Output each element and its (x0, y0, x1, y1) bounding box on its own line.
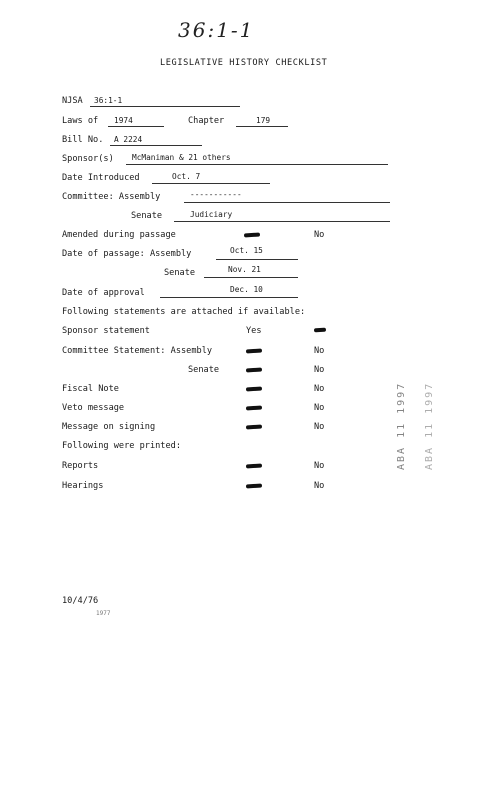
printed-heading: Following were printed: (62, 441, 181, 451)
yes-strikeout (246, 483, 262, 488)
njsa-value: 36:1-1 (94, 96, 123, 105)
sponsors-label: Sponsor(s) (62, 154, 114, 164)
committee-senate-line (174, 221, 390, 222)
sponsors-value: McManiman & 21 others (132, 153, 231, 162)
approval-value: Dec. 10 (230, 285, 263, 294)
bill-label: Bill No. (62, 135, 104, 145)
approval-label: Date of approval (62, 288, 145, 298)
yes-strikeout (246, 367, 262, 372)
passage-senate-line (204, 277, 298, 278)
hearings-no: No (314, 481, 325, 491)
passage-senate-value: Nov. 21 (228, 265, 261, 274)
committee-senate-statement-label: Senate (188, 365, 220, 375)
hearings-label: Hearings (62, 481, 104, 491)
passage-assembly-line (216, 259, 298, 260)
reports-no: No (314, 461, 325, 471)
committee-senate-value: Judiciary (190, 210, 233, 219)
committee-statement-label: Committee Statement: Assembly (62, 346, 213, 356)
sponsors-line (126, 164, 388, 165)
message-on-signing-no: No (314, 422, 325, 432)
laws-line (108, 126, 164, 127)
chapter-value: 179 (256, 116, 271, 125)
committee-senate-no: No (314, 365, 325, 375)
veto-message-label: Veto message (62, 403, 125, 413)
committee-assembly-line (184, 202, 390, 203)
passage-label: Date of passage: Assembly (62, 249, 192, 259)
chapter-line (236, 126, 288, 127)
sponsor-statement-yes: Yes (246, 326, 262, 336)
date-introduced-label: Date Introduced (62, 173, 140, 183)
yes-strikeout (246, 386, 262, 391)
committee-assembly-value: ----------- (190, 190, 242, 199)
yes-strikeout (246, 405, 262, 410)
fiscal-note-label: Fiscal Note (62, 384, 119, 394)
yes-strikeout (244, 232, 260, 237)
njsa-line (90, 106, 240, 107)
fiscal-note-no: No (314, 384, 325, 394)
laws-label: Laws of (62, 116, 99, 126)
reports-label: Reports (62, 461, 99, 471)
handwritten-number: 36:1-1 (178, 18, 255, 42)
yes-strikeout (246, 463, 262, 468)
chapter-label: Chapter (188, 116, 225, 126)
passage-assembly-value: Oct. 15 (230, 246, 263, 255)
laws-value: 1974 (114, 116, 133, 125)
yes-strikeout (246, 348, 262, 353)
message-on-signing-label: Message on signing (62, 422, 156, 432)
page-title: LEGISLATIVE HISTORY CHECKLIST (160, 58, 328, 68)
yes-strikeout (246, 424, 262, 429)
njsa-label: NJSA (62, 96, 83, 106)
approval-line (160, 297, 298, 298)
date-introduced-line (152, 183, 270, 184)
no-strikeout (314, 328, 326, 333)
date-introduced-value: Oct. 7 (172, 172, 201, 181)
footer-code: 1977 (96, 610, 111, 617)
vertical-stamp: ABA 11 1997 (396, 381, 407, 470)
bill-value: A 2224 (114, 135, 143, 144)
veto-message-no: No (314, 403, 325, 413)
vertical-stamp: ABA 11 1997 (424, 381, 435, 470)
amended-label: Amended during passage (62, 230, 176, 240)
statements-heading: Following statements are attached if available: (62, 307, 306, 317)
passage-senate-label: Senate (164, 268, 196, 278)
bill-line (110, 145, 202, 146)
committee-senate-label: Senate (131, 211, 163, 221)
footer-date: 10/4/76 (62, 596, 99, 606)
committee-label: Committee: Assembly (62, 192, 161, 202)
amended-no: No (314, 230, 325, 240)
committee-assembly-no: No (314, 346, 325, 356)
sponsor-statement-label: Sponsor statement (62, 326, 150, 336)
